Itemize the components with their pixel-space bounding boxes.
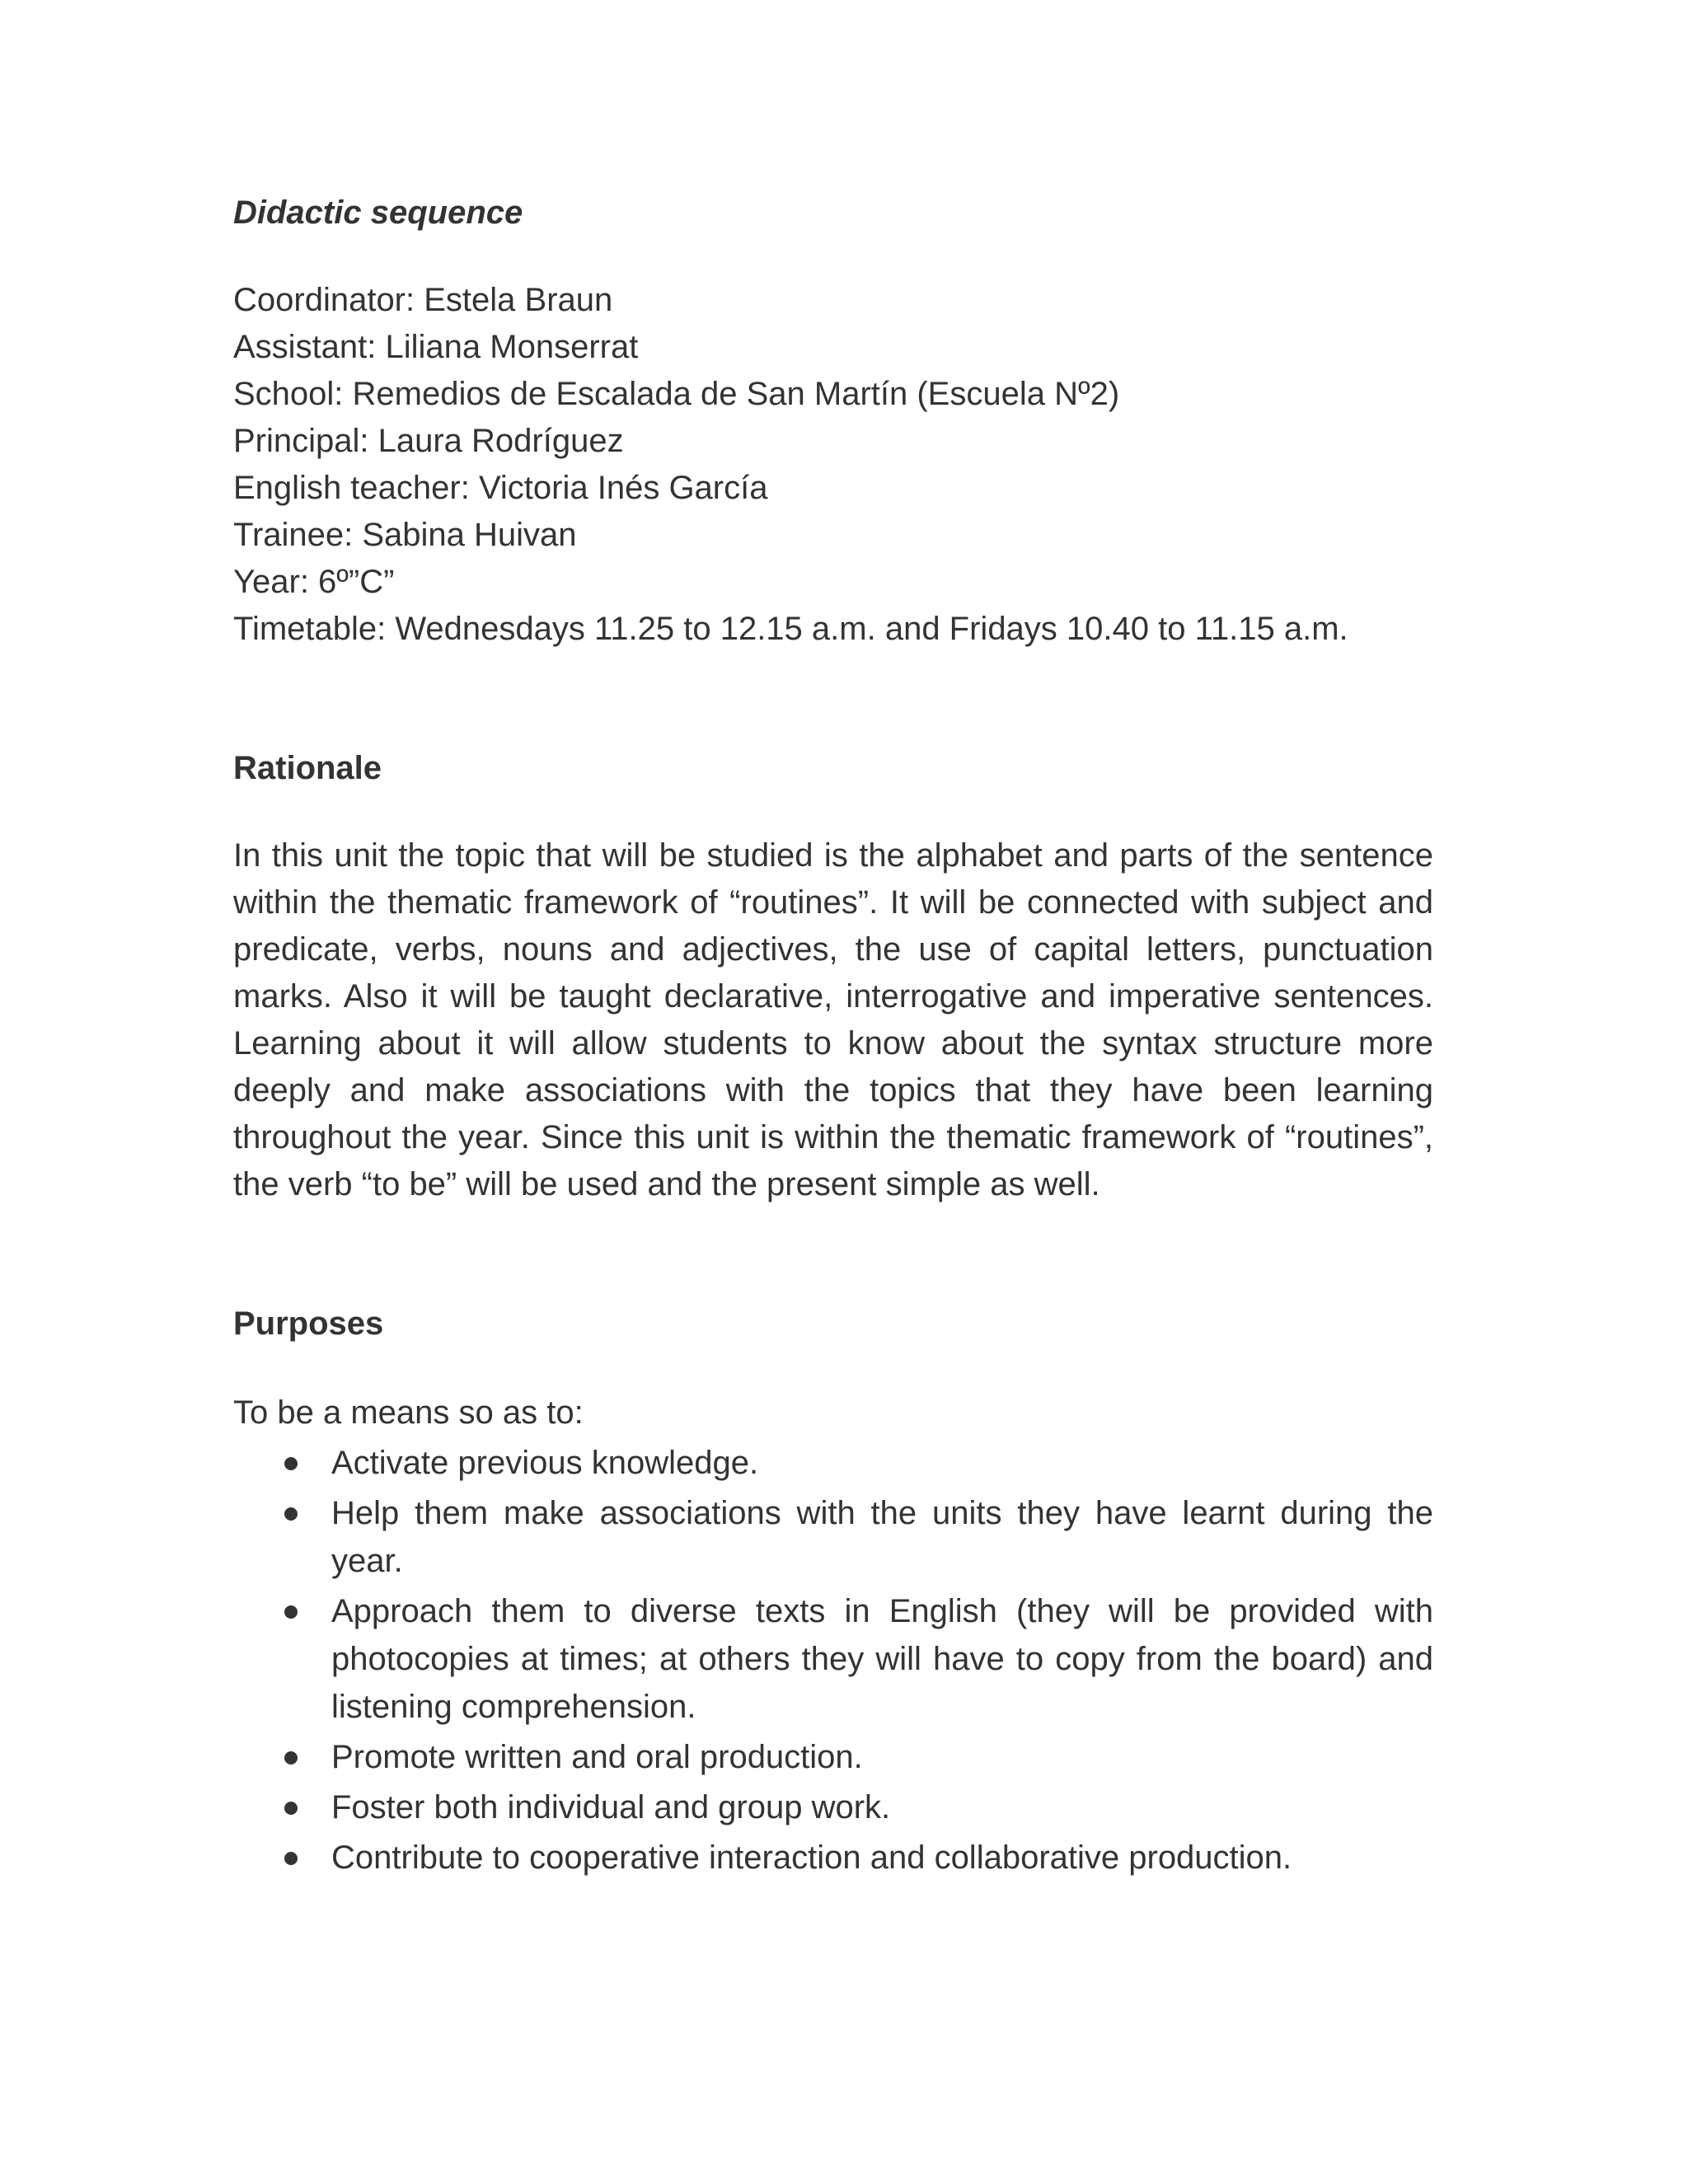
list-item xyxy=(233,1733,1433,1781)
list-item-text: Help them make associations with the units they have learnt during the year. xyxy=(331,1495,1433,1579)
list-item-text: Contribute to cooperative interaction and collaborative production. xyxy=(331,1840,1292,1876)
bullet-icon xyxy=(284,1507,298,1521)
list-item xyxy=(233,1834,1433,1882)
purposes-intro: To be a means so as to: xyxy=(233,1394,584,1431)
purposes-heading: Purposes xyxy=(233,1305,384,1342)
info-timetable: Timetable: Wednesdays 11.25 to 12.15 a.m. and Fridays 10.40 to 11.15 a.m. xyxy=(233,611,1348,647)
rationale-heading: Rationale xyxy=(233,750,382,786)
list-item xyxy=(233,1587,1433,1731)
bullet-icon xyxy=(284,1751,298,1765)
bullet-icon xyxy=(284,1852,298,1865)
bullet-icon xyxy=(284,1605,298,1619)
list-item xyxy=(233,1489,1433,1585)
purposes-list xyxy=(233,1439,1433,1882)
info-year: Year: 6º”C” xyxy=(233,564,395,600)
list-item-text: Approach them to diverse texts in English (they will be provided with photocopies at times; at others they will have to copy from the board) and listening comprehension. xyxy=(331,1593,1433,1725)
info-coordinator: Coordinator: Estela Braun xyxy=(233,282,613,318)
list-item-text: Promote written and oral production. xyxy=(331,1739,863,1775)
list-item-text: Foster both individual and group work. xyxy=(331,1789,891,1825)
info-trainee: Trainee: Sabina Huivan xyxy=(233,517,577,553)
info-school: School: Remedios de Escalada de San Martín (Escuela Nº2) xyxy=(233,376,1120,412)
bullet-icon xyxy=(284,1457,298,1470)
list-item xyxy=(233,1783,1433,1831)
info-english-teacher: English teacher: Victoria Inés García xyxy=(233,470,768,506)
bullet-icon xyxy=(284,1802,298,1815)
info-assistant: Assistant: Liliana Monserrat xyxy=(233,329,639,365)
info-block xyxy=(233,277,1433,653)
info-principal: Principal: Laura Rodríguez xyxy=(233,423,624,459)
list-item xyxy=(233,1439,1433,1487)
list-item-text: Activate previous knowledge. xyxy=(331,1445,759,1481)
document-page xyxy=(233,190,1433,1882)
document-title: Didactic sequence xyxy=(233,194,523,231)
rationale-paragraph: In this unit the topic that will be studied is the alphabet and parts of the sentence within the thematic framework of “routines”. It will be connected with subject and predicate, verbs, nouns and adjectives, the use of capital letters, punctuation marks. Also it will be taught declarative, interrogative and imperative sentences. Learning about it will allow students to know about the syntax structure more deeply and make associations with the topics that they have been learning throughout the year. Since this unit is within the thematic framework of “routines”, the verb “to be” will be used and the present simple as well. xyxy=(233,837,1433,1202)
